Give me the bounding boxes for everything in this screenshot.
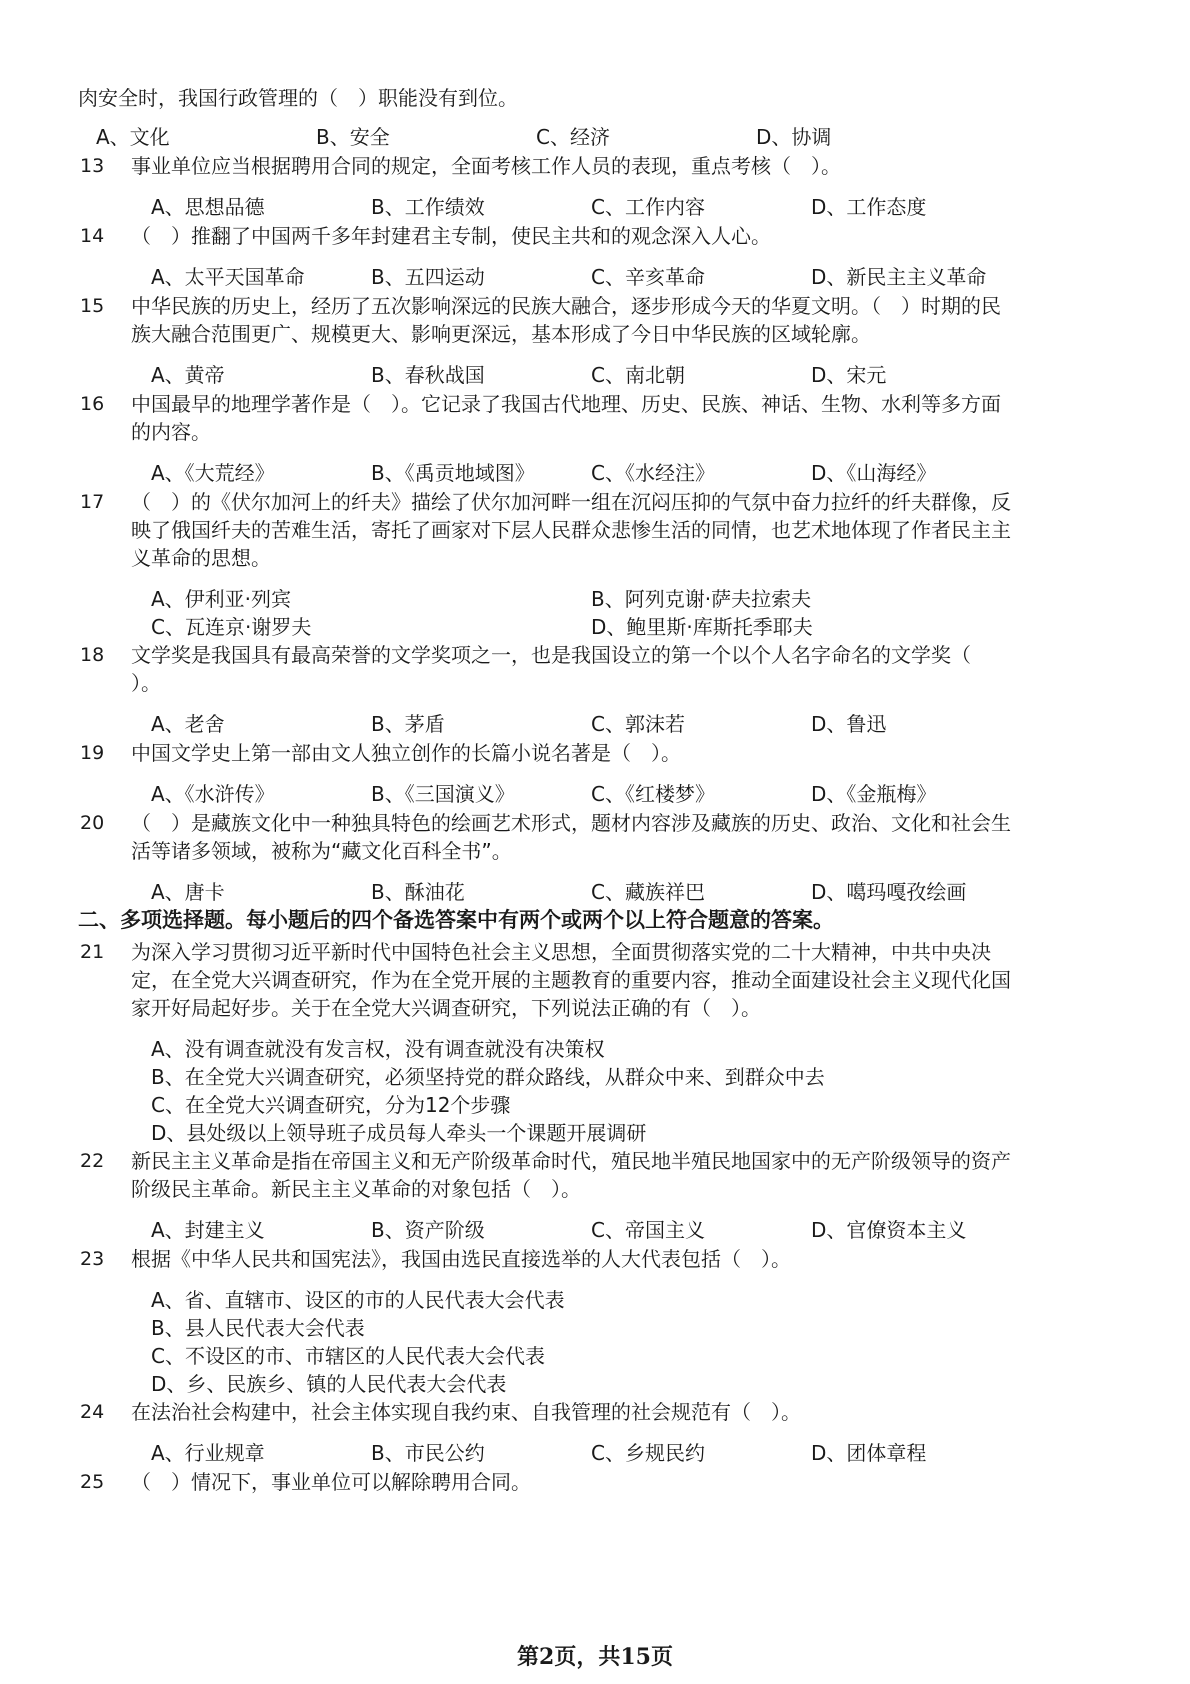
question-number: 15 [80, 295, 105, 317]
option-c[interactable]: C、藏族祥巴 [591, 880, 705, 904]
question-23 [0, 1245, 1190, 1273]
question-25 [0, 1468, 1190, 1496]
option-a[interactable]: A、行业规章 [151, 1441, 265, 1465]
question-text: 的内容。 [131, 420, 211, 444]
question-number: 23 [80, 1248, 105, 1270]
question-13-options [0, 193, 1190, 221]
question-text: 新民主主义革命是指在帝国主义和无产阶级革命时代，殖民地半殖民地国家中的无产阶级领导的资产 [131, 1149, 1011, 1173]
question-12-options [0, 123, 1190, 151]
question-12-text-line [0, 84, 1190, 112]
option-c[interactable]: C、《水经注》 [591, 461, 715, 485]
question-20 [0, 809, 1190, 837]
option-b[interactable]: B、春秋战国 [371, 363, 485, 387]
option-c[interactable]: C、《红楼梦》 [591, 782, 715, 806]
option-b[interactable]: B、《禹贡地域图》 [371, 461, 535, 485]
question-text: 事业单位应当根据聘用合同的规定，全面考核工作人员的表现，重点考核（ ）。 [131, 154, 841, 178]
option-c[interactable]: C、在全党大兴调查研究，分为12个步骤 [151, 1093, 511, 1117]
question-21 [0, 938, 1190, 966]
option-c[interactable]: C、瓦连京·谢罗夫 [151, 615, 312, 639]
question-14 [0, 222, 1190, 250]
option-b[interactable]: B、工作绩效 [371, 195, 485, 219]
question-22-options [0, 1216, 1190, 1244]
question-24 [0, 1398, 1190, 1426]
option-a[interactable]: A、老舍 [151, 712, 225, 736]
question-text: 定，在全党大兴调查研究，作为在全党开展的主题教育的重要内容，推动全面建设社会主义现代化国 [131, 968, 1011, 992]
question-17-line-2 [0, 516, 1190, 544]
option-a[interactable]: A、唐卡 [151, 880, 225, 904]
option-b[interactable]: B、在全党大兴调查研究，必须坚持党的群众路线，从群众中来、到群众中去 [151, 1065, 825, 1089]
question-number: 19 [80, 742, 105, 764]
option-b[interactable]: B、阿列克谢·萨夫拉索夫 [591, 587, 812, 611]
question-13 [0, 152, 1190, 180]
option-d[interactable]: D、工作态度 [811, 195, 927, 219]
section-heading [0, 906, 1190, 934]
question-15-line-2 [0, 320, 1190, 348]
question-number: 13 [80, 155, 105, 177]
question-number: 21 [80, 941, 105, 963]
question-text: 肉安全时，我国行政管理的（ ）职能没有到位。 [78, 86, 518, 110]
question-15-options [0, 361, 1190, 389]
question-text: （ ）情况下，事业单位可以解除聘用合同。 [131, 1470, 531, 1494]
question-text: ）。 [131, 671, 161, 695]
option-b[interactable]: B、县人民代表大会代表 [151, 1316, 365, 1340]
question-text: 族大融合范围更广、规模更大、影响更深远，基本形成了今日中华民族的区域轮廓。 [131, 322, 871, 346]
question-21-line-2 [0, 966, 1190, 994]
question-text: （ ）是藏族文化中一种独具特色的绘画艺术形式，题材内容涉及藏族的历史、政治、文化和社会生 [131, 811, 1011, 835]
option-c[interactable]: C、辛亥革命 [591, 265, 705, 289]
question-21-line-3 [0, 994, 1190, 1022]
option-a[interactable]: A、封建主义 [151, 1218, 265, 1242]
option-a[interactable]: A、伊利亚·列宾 [151, 587, 292, 611]
question-16-line-2 [0, 418, 1190, 446]
question-text: （ ）的《伏尔加河上的纤夫》描绘了伏尔加河畔一组在沉闷压抑的气氛中奋力拉纤的纤夫群像，反 [131, 490, 1011, 514]
question-18 [0, 641, 1190, 669]
question-number: 17 [80, 491, 105, 513]
question-23-option-b [0, 1314, 1190, 1342]
option-c[interactable]: C、工作内容 [591, 195, 705, 219]
question-18-options [0, 710, 1190, 738]
question-text: 为深入学习贯彻习近平新时代中国特色社会主义思想，全面贯彻落实党的二十大精神，中共中央决 [131, 940, 991, 964]
question-24-options [0, 1439, 1190, 1467]
question-text: 中国文学史上第一部由文人独立创作的长篇小说名著是（ ）。 [131, 741, 681, 765]
question-15 [0, 292, 1190, 320]
question-21-option-c [0, 1091, 1190, 1119]
question-18-line-2 [0, 669, 1190, 697]
question-text: 映了俄国纤夫的苦难生活，寄托了画家对下层人民群众悲惨生活的同情，也艺术地体现了作者民主主 [131, 518, 1011, 542]
question-number: 25 [80, 1471, 105, 1493]
option-a[interactable]: A、文化 [96, 125, 170, 149]
question-17-line-3 [0, 544, 1190, 572]
option-a[interactable]: A、太平天国革命 [151, 265, 305, 289]
option-b[interactable]: B、五四运动 [371, 265, 485, 289]
question-23-option-c [0, 1342, 1190, 1370]
option-a[interactable]: A、《大荒经》 [151, 461, 275, 485]
option-b[interactable]: B、茅盾 [371, 712, 445, 736]
question-number: 14 [80, 225, 105, 247]
question-number: 20 [80, 812, 105, 834]
option-c[interactable]: C、经济 [536, 125, 610, 149]
page-number-footer: 第2页，共15页 [517, 1644, 673, 1670]
question-19-options [0, 780, 1190, 808]
question-text: （ ）推翻了中国两千多年封建君主专制，使民主共和的观念深入人心。 [131, 224, 771, 248]
option-a[interactable]: A、没有调查就没有发言权，没有调查就没有决策权 [151, 1037, 605, 1061]
option-c[interactable]: C、南北朝 [591, 363, 685, 387]
question-17 [0, 488, 1190, 516]
option-d[interactable]: D、官僚资本主义 [811, 1218, 967, 1242]
option-d[interactable]: D、协调 [756, 125, 832, 149]
option-b[interactable]: B、安全 [316, 125, 390, 149]
question-text: 中国最早的地理学著作是（ ）。它记录了我国古代地理、历史、民族、神话、生物、水利等多方面 [131, 392, 1001, 416]
question-16 [0, 390, 1190, 418]
question-text: 中华民族的历史上，经历了五次影响深远的民族大融合，逐步形成今天的华夏文明。（ ）时期的民 [131, 294, 1001, 318]
question-21-option-a [0, 1035, 1190, 1063]
option-d[interactable]: D、宋元 [811, 363, 887, 387]
option-d[interactable]: D、新民主主义革命 [811, 265, 987, 289]
option-d[interactable]: D、乡、民族乡、镇的人民代表大会代表 [151, 1372, 507, 1396]
option-d[interactable]: D、噶玛嘎孜绘画 [811, 880, 967, 904]
question-22 [0, 1147, 1190, 1175]
question-17-options-row-2 [0, 613, 1190, 641]
option-d[interactable]: D、《金瓶梅》 [811, 782, 937, 806]
question-text: 家开好局起好步。关于在全党大兴调查研究，下列说法正确的有（ ）。 [131, 996, 761, 1020]
question-number: 18 [80, 644, 105, 666]
option-b[interactable]: B、酥油花 [371, 880, 465, 904]
question-22-line-2 [0, 1175, 1190, 1203]
question-19 [0, 739, 1190, 767]
option-d[interactable]: D、鲁迅 [811, 712, 887, 736]
option-c[interactable]: C、不设区的市、市辖区的人民代表大会代表 [151, 1344, 545, 1368]
question-16-options [0, 459, 1190, 487]
option-b[interactable]: B、资产阶级 [371, 1218, 485, 1242]
question-21-option-b [0, 1063, 1190, 1091]
question-23-option-a [0, 1286, 1190, 1314]
option-a[interactable]: A、思想品德 [151, 195, 265, 219]
question-23-option-d [0, 1370, 1190, 1398]
question-text: 根据《中华人民共和国宪法》，我国由选民直接选举的人大代表包括（ ）。 [131, 1247, 791, 1271]
option-a[interactable]: A、省、直辖市、设区的市的人民代表大会代表 [151, 1288, 565, 1312]
question-17-options-row-1 [0, 585, 1190, 613]
question-20-line-2 [0, 837, 1190, 865]
option-d[interactable]: D、鲍里斯·库斯托季耶夫 [591, 615, 813, 639]
option-d[interactable]: D、县处级以上领导班子成员每人牵头一个课题开展调研 [151, 1121, 647, 1145]
option-a[interactable]: A、《水浒传》 [151, 782, 275, 806]
question-text: 活等诸多领域，被称为“藏文化百科全书”。 [131, 839, 512, 863]
option-c[interactable]: C、帝国主义 [591, 1218, 705, 1242]
question-14-options [0, 263, 1190, 291]
question-20-options [0, 878, 1190, 906]
question-number: 16 [80, 393, 105, 415]
question-21-option-d [0, 1119, 1190, 1147]
option-a[interactable]: A、黄帝 [151, 363, 225, 387]
option-c[interactable]: C、郭沫若 [591, 712, 685, 736]
question-text: 文学奖是我国具有最高荣誉的文学奖项之一，也是我国设立的第一个以个人名字命名的文学奖（ [131, 643, 971, 667]
question-text: 在法治社会构建中，社会主体实现自我约束、自我管理的社会规范有（ ）。 [131, 1400, 801, 1424]
option-b[interactable]: B、《三国演义》 [371, 782, 515, 806]
question-number: 24 [80, 1401, 105, 1423]
option-d[interactable]: D、《山海经》 [811, 461, 937, 485]
question-text: 阶级民主革命。新民主主义革命的对象包括（ ）。 [131, 1177, 581, 1201]
section-heading-text: 二、多项选择题。每小题后的四个备选答案中有两个或两个以上符合题意的答案。 [78, 908, 834, 932]
question-number: 22 [80, 1150, 105, 1172]
option-b[interactable]: B、市民公约 [371, 1441, 485, 1465]
option-d[interactable]: D、团体章程 [811, 1441, 927, 1465]
option-c[interactable]: C、乡规民约 [591, 1441, 705, 1465]
question-text: 义革命的思想。 [131, 546, 271, 570]
